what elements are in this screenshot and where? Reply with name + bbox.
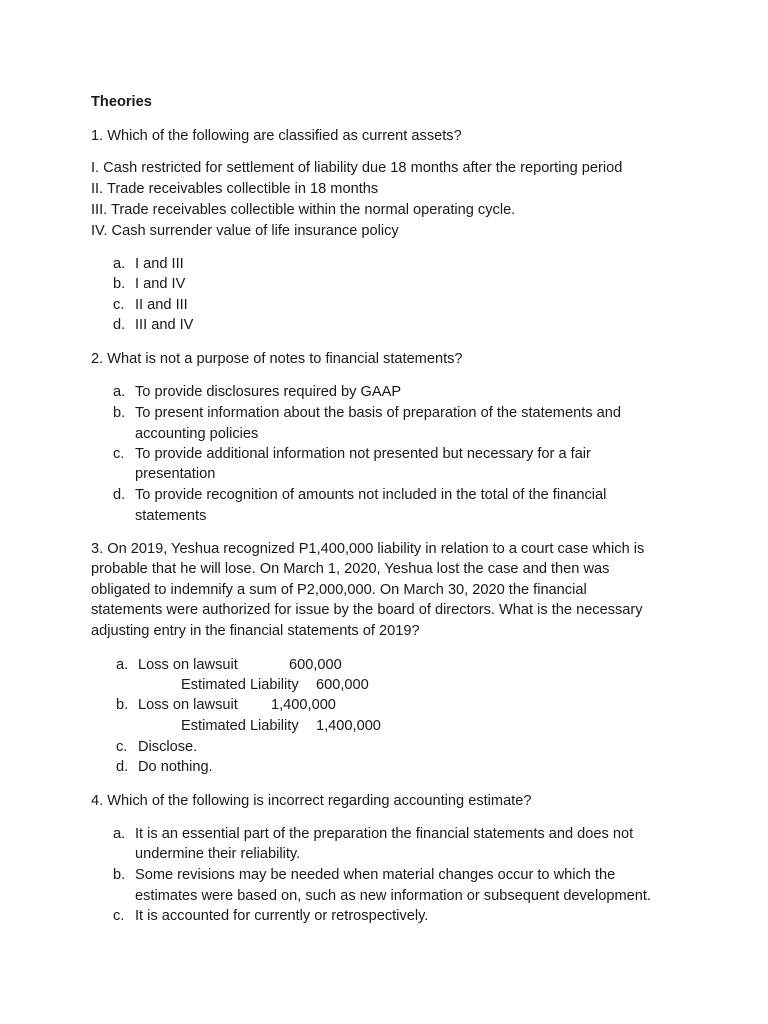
option-letter: c. (113, 908, 125, 924)
q4-option-c (113, 906, 428, 927)
option-letter: c. (116, 739, 128, 755)
q2-option-d (113, 485, 606, 506)
option-text: Some revisions may be needed when material changes occur to which the (135, 867, 616, 883)
option-text: To provide additional information not presented but necessary for a fair (135, 446, 591, 462)
q1-option-b (113, 274, 185, 295)
option-letter: d. (113, 317, 126, 333)
q1-option-a (113, 254, 184, 275)
option-text: It is an essential part of the preparation the financial statements and does not (135, 826, 634, 842)
q2-option-d-continued: statements (135, 508, 207, 524)
option-text: To present information about the basis of preparation of the statements and (135, 405, 621, 421)
option-text: To provide disclosures required by GAAP (135, 384, 402, 400)
question-3-line-1: 3. On 2019, Yeshua recognized P1,400,000 liability in relation to a court case which is (91, 541, 645, 557)
q4-option-a-continued: undermine their reliability. (135, 846, 301, 862)
statement-4: IV. Cash surrender value of life insurance policy (91, 223, 399, 239)
q4-option-a (113, 824, 633, 845)
statement-3: III. Trade receivables collectible within the normal operating cycle. (91, 202, 516, 218)
question-3-line-5: adjusting entry in the financial statements of 2019? (91, 623, 420, 639)
q3-option-a-credit-amount: 600,000 (316, 677, 369, 693)
option-text: Loss on lawsuit (138, 697, 238, 713)
question-3-line-2: probable that he will lose. On March 1, 2020, Yeshua lost the case and then was (91, 561, 610, 577)
option-letter: d. (116, 759, 129, 775)
q3-option-b (116, 695, 238, 716)
statement-1: I. Cash restricted for settlement of liability due 18 months after the reporting period (91, 160, 623, 176)
q2-option-b-continued: accounting policies (135, 426, 259, 442)
option-letter: c. (113, 297, 125, 313)
option-text: Disclose. (138, 739, 198, 755)
q3-option-a-debit-amount: 600,000 (289, 657, 342, 673)
question-1: 1. Which of the following are classified as current assets? (91, 128, 462, 144)
option-text: II and III (135, 297, 188, 313)
q4-option-b (113, 865, 615, 886)
q3-option-b-debit-amount: 1,400,000 (271, 697, 336, 713)
q1-option-d (113, 315, 193, 336)
option-text: I and IV (135, 276, 186, 292)
option-text: Do nothing. (138, 759, 213, 775)
option-letter: d. (113, 487, 126, 503)
statement-2: II. Trade receivables collectible in 18 months (91, 181, 379, 197)
option-letter: a. (113, 826, 126, 842)
q3-option-a-credit-account: Estimated Liability (181, 677, 299, 693)
q4-option-b-continued: estimates were based on, such as new information or subsequent development. (135, 888, 651, 904)
option-text: It is accounted for currently or retrospectively. (135, 908, 429, 924)
q3-option-d (116, 757, 213, 778)
q3-option-b-credit-account: Estimated Liability (181, 718, 299, 734)
q2-option-b (113, 403, 621, 424)
section-heading: Theories (91, 94, 152, 110)
option-letter: a. (113, 256, 126, 272)
option-text: To provide recognition of amounts not included in the total of the financial (135, 487, 607, 503)
q1-option-c (113, 295, 188, 316)
q2-option-c-continued: presentation (135, 466, 216, 482)
option-text: I and III (135, 256, 184, 272)
q3-option-b-credit-amount: 1,400,000 (316, 718, 381, 734)
question-4: 4. Which of the following is incorrect regarding accounting estimate? (91, 793, 532, 809)
option-text: III and IV (135, 317, 194, 333)
option-letter: b. (116, 697, 129, 713)
q3-option-a (116, 655, 238, 676)
option-letter: a. (113, 384, 126, 400)
question-2: 2. What is not a purpose of notes to financial statements? (91, 351, 463, 367)
option-letter: c. (113, 446, 125, 462)
option-letter: b. (113, 405, 126, 421)
option-letter: b. (113, 867, 126, 883)
q2-option-c (113, 444, 591, 465)
question-3-line-3: obligated to indemnify a sum of P2,000,000. On March 30, 2020 the financial (91, 582, 587, 598)
option-text: Loss on lawsuit (138, 657, 238, 673)
q3-option-c (116, 737, 197, 758)
question-3-line-4: statements were authorized for issue by the board of directors. What is the necessary (91, 602, 643, 618)
option-letter: b. (113, 276, 126, 292)
option-letter: a. (116, 657, 129, 673)
q2-option-a (113, 382, 401, 403)
